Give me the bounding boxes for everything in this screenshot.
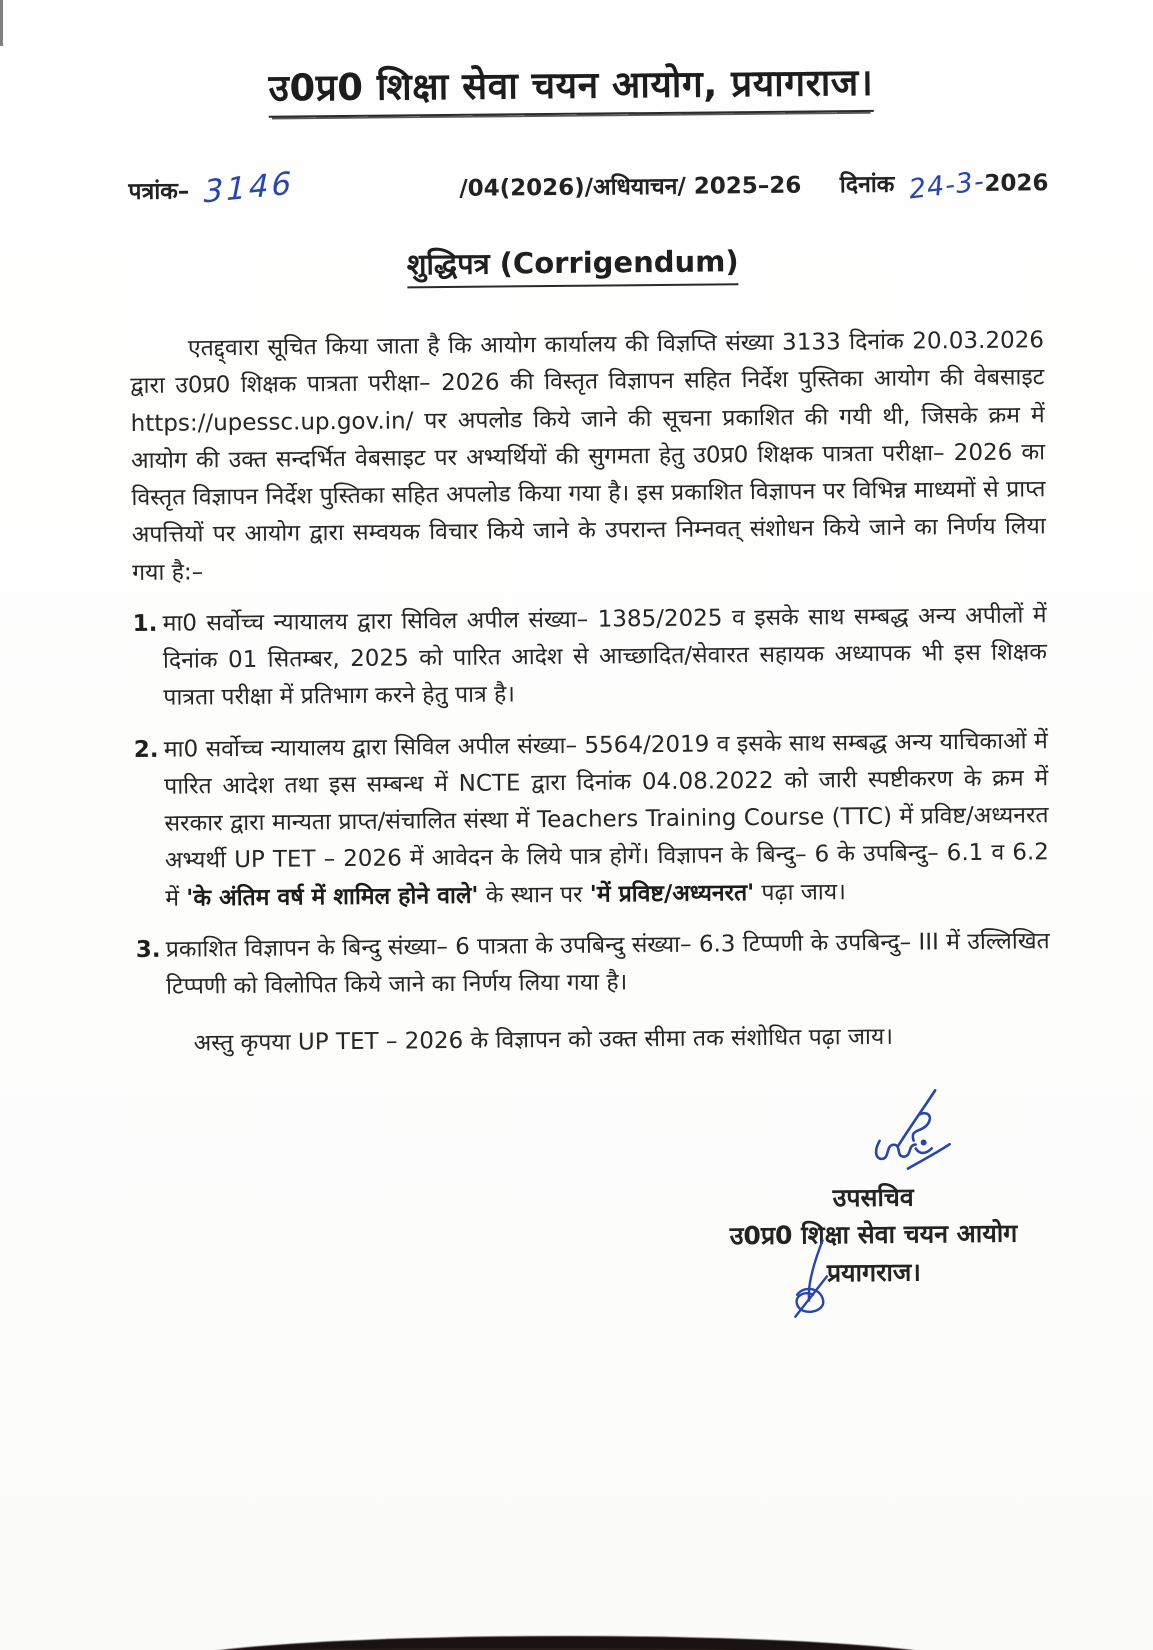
letterhead [114,53,1028,119]
point-3-text: प्रकाशित विज्ञापन के बिन्दु संख्या– 6 पात्रता के उपबिन्दु संख्या– 6.3 टिप्पणी के उपबिन्दु– III में उल्लिखित टिप्पणी को विलोपित किये जाने का निर्णय लिया गया है। [165,927,1050,1000]
signature-block [707,1083,1039,1293]
closing-line: अस्तु कृपया UP TET – 2026 के विज्ञापन को उक्त सीमा तक संशोधित पढ़ा जाय। [193,1024,894,1057]
point-1-text: मा0 सर्वोच्च न्यायालय द्वारा सिविल अपील संख्या– 1385/2025 व इसके साथ सम्बद्ध अन्य अपीलों में दिनांक 01 सितम्बर, 2025 को पारित आदेश से आच्छादित/सेवारत सहायक अध्यापक भी इस शिक्षक पात्रता परीक्षा में प्रतिभाग करने हेतु पात्र है। [162,602,1048,711]
point-2-quoted-old-text: 'के अंतिम वर्ष में शामिल होने वाले' [186,882,479,912]
document-title-row [0,237,1149,292]
point-2-text-part2: के स्थान पर [478,881,590,909]
point-2-quoted-new-text: 'में प्रविष्ट/अध्यनरत' [589,879,755,908]
intro-paragraph: एतद्द्वारा सूचित किया जाता है कि आयोग कार्यालय की विज्ञप्ति संख्या 3133 दिनांक 20.03.2026 द्वारा उ0प्र0 शिक्षक पात्रता परीक्षा– 2026 की विस्तृत विज्ञापन सहित निर्देश पुस्तिका आयोग की वेबसाइट https://upessc.up.gov.in/ पर अपलोड किये जाने की सूचना प्रकाशित की गयी थी, जिसके क्रम में आयोग की उक्त सन्दर्भित वेबसाइट पर अभ्यर्थियों की सुगमता हेतु उ0प्र0 शिक्षक पात्रता परीक्षा– 2026 का विस्तृत विज्ञापन निर्देश पुस्तिका सहित अपलोड किया गया है। इस प्रकाशित विज्ञापन पर विभिन्न माध्यमों से प्राप्त अपत्तियों पर आयोग द्वारा सम्वयक विचार किये जाने के उपरान्त निम्नवत् संशोधन किये जाने का निर्णय लिया गया है:– [130,327,1046,586]
point-2-text-part3: पढ़ा जाय। [754,878,846,906]
signature-mark [857,1083,978,1176]
point-3-number: 3. [135,936,161,963]
letter-no-handwritten: 3146 [203,165,295,211]
date-handwritten: 24-3- [907,165,987,206]
point-2-text-part1: मा0 सर्वोच्च न्यायालय द्वारा सिविल अपील संख्या– 5564/2019 व इसके साथ सम्बद्ध अन्य याचिकाओं में पारित आदेश तथा इस सम्बन्ध में NCTE द्वारा दिनांक 04.08.2022 को जारी स्पष्टीकरण के क्रम में सरकार द्वारा मान्यता प्राप्त/संचालित संस्था में Teachers Training Course (TTC) में प्रविष्ट/अध्यनरत अभ्यर्थी UP TET – 2026 में आवेदन के लिये पात्र होगें। विज्ञापन के बिन्दु– 6 के उपबिन्दु– 6.1 व 6.2 में [163,727,1049,912]
signatory-place-wrap [827,1253,921,1291]
letter-no-label: पत्रांक– [128,178,190,206]
signatory-place: प्रयागराज। [826,1257,922,1287]
signatory-organization: उ0प्र0 शिक्षा सेवा चयन आयोग [729,1218,1018,1251]
reference-line [128,162,1049,211]
pen-flourish-mark [789,1236,842,1322]
date-year: 2026 [984,170,1049,197]
point-1-number: 1. [132,610,158,637]
org-title: उ0प्र0 शिक्षा सेवा चयन आयोग, प्रयागराज। [268,55,873,118]
point-1 [132,597,1047,718]
date-label: दिनांक [839,171,895,199]
point-3 [136,923,1051,1006]
file-reference: /04(2026)/अधियाचन/ 2025–26 [459,172,802,202]
point-2 [134,723,1050,918]
document-title: शुद्धिपत्र (Corrigendum) [407,241,739,288]
point-2-number: 2. [133,736,159,763]
signatory-designation: उपसचिव [832,1182,914,1212]
